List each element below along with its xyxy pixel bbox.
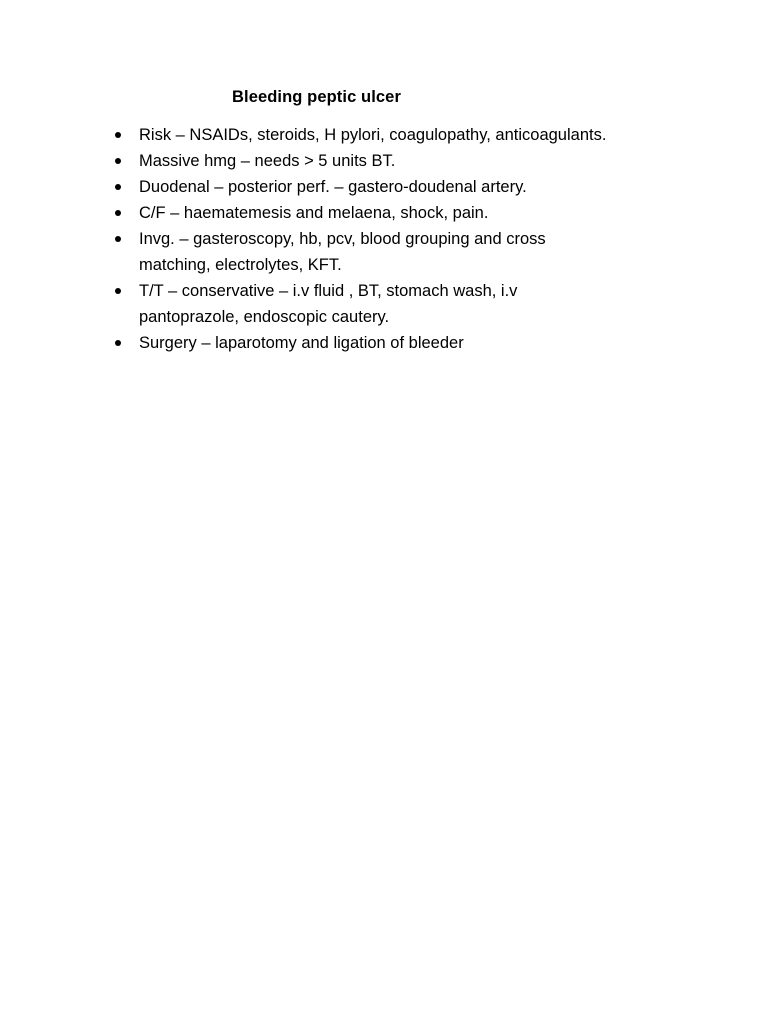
list-item-text-continued: matching, electrolytes, KFT. <box>139 256 342 274</box>
bullet-icon <box>115 236 121 242</box>
list-item-massive-hmg <box>112 148 712 174</box>
list-item-text: Risk – NSAIDs, steroids, H pylori, coagulopathy, anticoagulants. <box>139 126 607 144</box>
list-item-text: Surgery – laparotomy and ligation of bleeder <box>139 334 464 352</box>
list-item-text: Massive hmg – needs > 5 units BT. <box>139 152 396 170</box>
list-item-text: Invg. – gasteroscopy, hb, pcv, blood grouping and cross <box>139 230 546 248</box>
list-item-duodenal <box>112 174 712 200</box>
bullet-icon <box>115 210 121 216</box>
bullet-icon <box>115 132 121 138</box>
list-item-text-continued: pantoprazole, endoscopic cautery. <box>139 308 390 326</box>
list-item-text: C/F – haematemesis and melaena, shock, pain. <box>139 204 489 222</box>
list-item-treatment <box>112 278 712 330</box>
bullet-icon <box>115 158 121 164</box>
list-item-investigations <box>112 226 712 278</box>
bullet-icon <box>115 288 121 294</box>
list-item-text: T/T – conservative – i.v fluid , BT, stomach wash, i.v <box>139 282 518 300</box>
list-item-surgery <box>112 330 712 356</box>
list-item-clinical-features <box>112 200 712 226</box>
list-item-risk <box>112 122 712 148</box>
bullet-list <box>112 122 712 356</box>
bullet-icon <box>115 184 121 190</box>
list-item-text: Duodenal – posterior perf. – gastero-doudenal artery. <box>139 178 527 196</box>
bullet-icon <box>115 340 121 346</box>
page-title: Bleeding peptic ulcer <box>232 88 401 106</box>
